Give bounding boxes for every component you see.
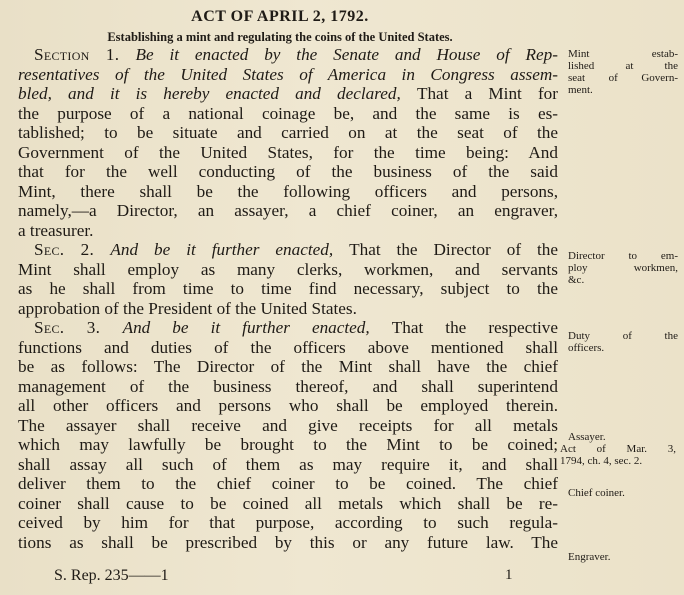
act-body-text (18, 45, 558, 552)
margin-note-chief-coiner (568, 487, 678, 499)
text-segment: And be it further enacted, (110, 240, 350, 259)
act-subtitle: Establishing a mint and regulating the coins of the United States. (107, 30, 453, 44)
act-title: ACT OF APRIL 2, 1792. (191, 8, 369, 25)
text-segment: which may lawfully be brought to the Mint to be coined; (18, 435, 558, 454)
text-segment: that for the well conducting of the business of the said (18, 162, 558, 181)
text-line (18, 416, 558, 436)
text-line (18, 123, 558, 143)
text-line (18, 221, 558, 241)
margin-note-engraver (568, 551, 678, 563)
margin-note-line: Duty of the (568, 330, 678, 342)
text-line (18, 318, 558, 338)
margin-note-director-employ (568, 250, 678, 286)
text-segment: management of the business thereof, and shall superintend (18, 376, 558, 396)
text-line (18, 84, 558, 104)
margin-note-line: officers. (568, 342, 605, 354)
text-line (18, 435, 558, 455)
margin-note-line: 1794, ch. 4, sec. 2. (560, 455, 643, 467)
footer-page-number: 1 (505, 567, 513, 583)
text-line (18, 279, 558, 299)
text-segment: resentatives of the United States of America in Congress assem- (18, 64, 558, 84)
text-line (18, 377, 558, 397)
text-segment: Sec. 3. (34, 318, 123, 337)
text-segment: the purpose of a national coinage be, and the same is es- (18, 103, 558, 123)
text-line (18, 494, 558, 514)
text-segment: namely,—a Director, an assayer, a chief coiner, an engraver, (18, 201, 558, 220)
text-line (18, 45, 558, 65)
text-segment: Mint, there shall be the following officers and persons, (18, 181, 558, 201)
text-line (18, 455, 558, 475)
margin-note-line: Mint estab- (568, 48, 678, 60)
text-segment: Government of the United States, for the time being: And (18, 142, 558, 162)
text-segment: Section 1. (34, 45, 136, 64)
text-line (18, 260, 558, 280)
margin-note-mint-established (568, 48, 678, 96)
margin-note-act-reference (560, 443, 676, 467)
text-segment: tions as shall be prescribed by this or any future law. The (18, 532, 558, 552)
text-segment: tablished; to be situate and carried on at the seat of the (18, 123, 558, 142)
text-segment: shall assay all such of them as may require it, and shall (18, 454, 558, 474)
text-segment: The assayer shall receive and give receipts for all metals (18, 415, 558, 435)
text-line (18, 104, 558, 124)
text-line (18, 143, 558, 163)
margin-note-line: seat of Govern- (568, 72, 678, 84)
margin-note-line: Chief coiner. (568, 487, 625, 499)
text-segment: Mint shall employ as many clerks, workmen, and servants (18, 259, 558, 279)
margin-note-line: Director to em- (568, 250, 678, 262)
margin-note-line: lished at the (568, 60, 678, 72)
margin-note-line: Assayer. (568, 431, 606, 443)
text-line (18, 533, 558, 553)
text-line (18, 357, 558, 377)
text-line (18, 396, 558, 416)
text-segment: a treasurer. (18, 220, 94, 240)
text-segment: coiner shall cause to be coined all metals which shall be re- (18, 493, 558, 513)
text-line (18, 201, 558, 221)
text-segment: Sec. 2. (34, 240, 111, 259)
margin-note-line: ment. (568, 84, 593, 96)
text-segment: deliver them to the chief coiner to be coined. The chief (18, 474, 558, 493)
text-segment: Be it enacted by the Senate and House of Rep- (135, 45, 558, 64)
text-segment: as he shall from time to time find necessary, subject to the (18, 279, 558, 298)
text-segment: all other officers and persons who shall be employed therein. (18, 396, 558, 415)
text-line (18, 338, 558, 358)
text-line (18, 474, 558, 494)
text-segment: bled, and it is hereby enacted and declared, (18, 84, 417, 103)
text-segment: ceived by him for that purpose, according to such regula- (18, 513, 558, 532)
margin-note-line: Act of Mar. 3, (560, 443, 676, 455)
text-segment: That the Director of the (349, 240, 558, 259)
text-line (18, 65, 558, 85)
text-line (18, 182, 558, 202)
text-line (18, 240, 558, 260)
text-line (18, 162, 558, 182)
margin-note-line: ploy workmen, (568, 262, 678, 274)
text-segment: And be it further enacted, (122, 318, 392, 337)
text-segment: That a Mint for (416, 84, 558, 103)
text-line (18, 299, 558, 319)
margin-note-line: &c. (568, 274, 585, 286)
text-segment: be as follows: The Director of the Mint shall have the chief (18, 357, 558, 376)
footer-signature: S. Rep. 235——1 (54, 567, 169, 584)
text-segment: That the respective (391, 318, 558, 337)
text-segment: approbation of the President of the United States. (18, 298, 357, 318)
margin-note-assayer (568, 431, 678, 443)
text-segment: functions and duties of the officers above mentioned shall (18, 337, 558, 357)
margin-note-duty-officers (568, 330, 678, 354)
margin-note-line: Engraver. (568, 551, 611, 563)
text-line (18, 513, 558, 533)
